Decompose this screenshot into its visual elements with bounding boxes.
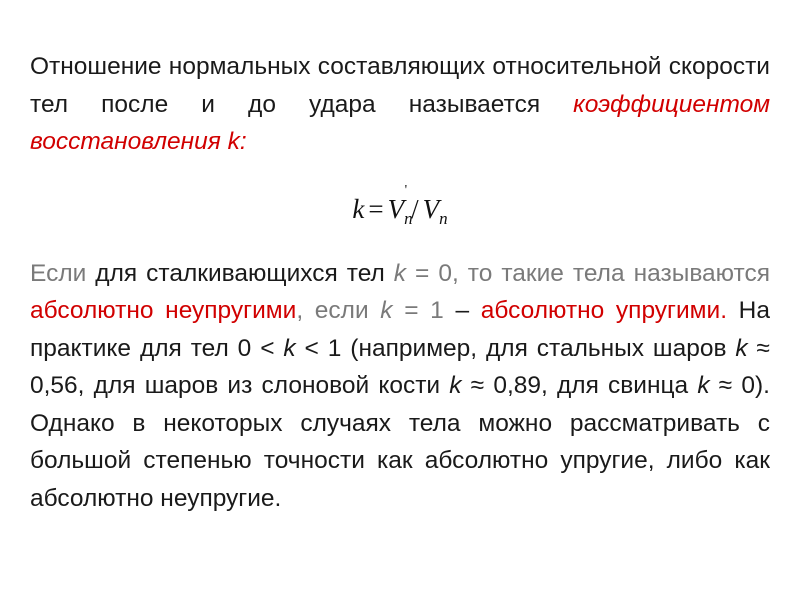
para2-seg4: , если [296, 297, 381, 324]
formula-prime: ' [404, 182, 408, 198]
para2-k5: k [449, 372, 462, 399]
restitution-coefficient-term: коэффициентом восстановления k: [30, 90, 770, 155]
formula-lhs: k [352, 193, 365, 224]
para2-k3: k [283, 334, 296, 362]
para2-seg2: для сталкивающихся тел [86, 259, 394, 287]
para2-seg1: Если [30, 259, 87, 287]
para2-k6: k [697, 372, 710, 399]
definition-paragraph [30, 48, 770, 161]
para2-k4: k [735, 334, 748, 362]
explanation-paragraph [30, 255, 770, 518]
para2-seg5: = 1 [392, 297, 444, 324]
para2-k2: k [380, 297, 393, 324]
formula-v-before: V [422, 193, 440, 224]
inelastic-term: абсолютно неупругими [30, 297, 297, 324]
formula-slash: / [411, 193, 419, 224]
elastic-term: абсолютно упругими. [480, 297, 728, 324]
formula-v-after: V [387, 193, 405, 224]
para2-seg6: На практике для тел 0 < [30, 297, 770, 362]
slide-content [30, 48, 770, 517]
definition-text: Отношение нормальных составляющих относительной скорости тел после и до удара называется [30, 53, 770, 118]
para2-seg10: ≈ 0). Однако в некоторых случаях тела можно рассматривать с большой степенью точности как абсолютно упругие, либо как абсолютно неупругие. [30, 372, 770, 512]
restitution-formula [30, 182, 770, 228]
para2-dash: – [443, 297, 470, 324]
formula-sub-before: n [439, 208, 448, 228]
para2-k1: k [393, 259, 407, 287]
para2-seg7: < 1 (например, для стальных шаров [295, 334, 736, 362]
para2-seg8: ≈ 0,56, для шаров из слоновой кости [30, 334, 770, 399]
para2-seg9: ≈ 0,89, для свинца [461, 372, 698, 399]
para2-seg3: = 0, то такие тела называются [406, 259, 770, 287]
formula-equals: = [368, 193, 384, 224]
formula-sub-after: n [404, 208, 413, 228]
